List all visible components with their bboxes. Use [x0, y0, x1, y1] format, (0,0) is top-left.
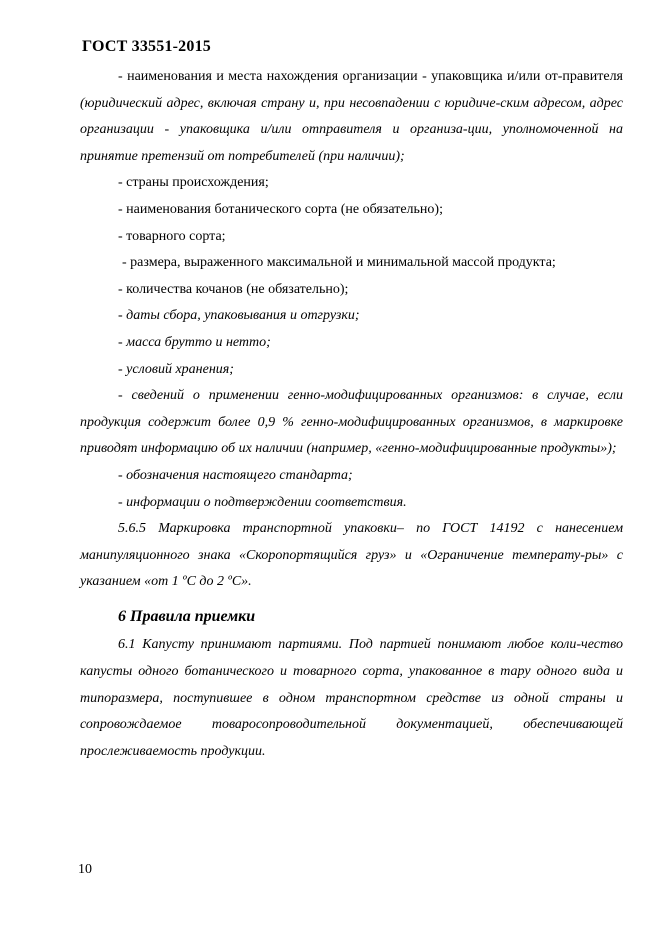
list-item: - наименования ботанического сорта (не обязательно); — [118, 201, 443, 217]
document-code: ГОСТ 33551-2015 — [82, 38, 211, 55]
paragraph-packer-italic: (юридический адрес, включая страну и, при несовпадении с юридиче-ским адресом, адрес организации - упаковщика и/или отправителя и организа-ции, уполномоченной на принятие претензий от потребителей (при наличии); — [80, 95, 623, 164]
paragraph-packer — [80, 64, 623, 170]
list-item: - даты сбора, упаковывания и отгрузки; — [118, 308, 360, 324]
list-item: - размера, выраженного максимальной и минимальной массой продукта; — [122, 255, 556, 271]
paragraph-packer-lead: - наименования и места нахождения организации - упаковщика и/или от-правителя — [118, 69, 623, 84]
list-item: - обозначения настоящего стандарта; — [118, 467, 353, 483]
list-item: - количества кочанов (не обязательно); — [118, 281, 349, 297]
list-item: - страны происхождения; — [118, 175, 269, 191]
paragraph-5-6-5: 5.6.5 Маркировка транспортной упаковки– по ГОСТ 14192 с нанесением манипуляционного знака «Скоропортящийся груз» и «Ограничение температу-ры» с указанием «от 1 ºС до 2 ºС». — [80, 521, 623, 590]
paragraph-6-1: 6.1 Капусту принимают партиями. Под партией понимают любое коли-чество капусты одного ботанического и товарного сорта, упакованное в тару одного вида и типоразмера, поступившее в одном транспортном средстве из одной страны и сопровождаемое товаросопроводительной документацией, обеспечивающей прослеживаемость продукции. — [80, 637, 623, 759]
list-item: - масса брутто и нетто; — [118, 334, 271, 350]
document-body — [80, 64, 623, 765]
list-item: - информации о подтверждении соответствия. — [118, 494, 407, 510]
list-item: - условий хранения; — [118, 361, 234, 377]
list-item: - товарного сорта; — [118, 228, 226, 244]
section-title: 6 Правила приемки — [118, 607, 256, 625]
page-number: 10 — [78, 862, 92, 877]
paragraph-gmo: - сведений о применении генно-модифицированных организмов: в случае, если продукция содержит более 0,9 % генно-модифицированных организмов, в маркировке приводят информацию об их наличии (например, «генно-модифицированные продукты»); — [80, 388, 623, 457]
